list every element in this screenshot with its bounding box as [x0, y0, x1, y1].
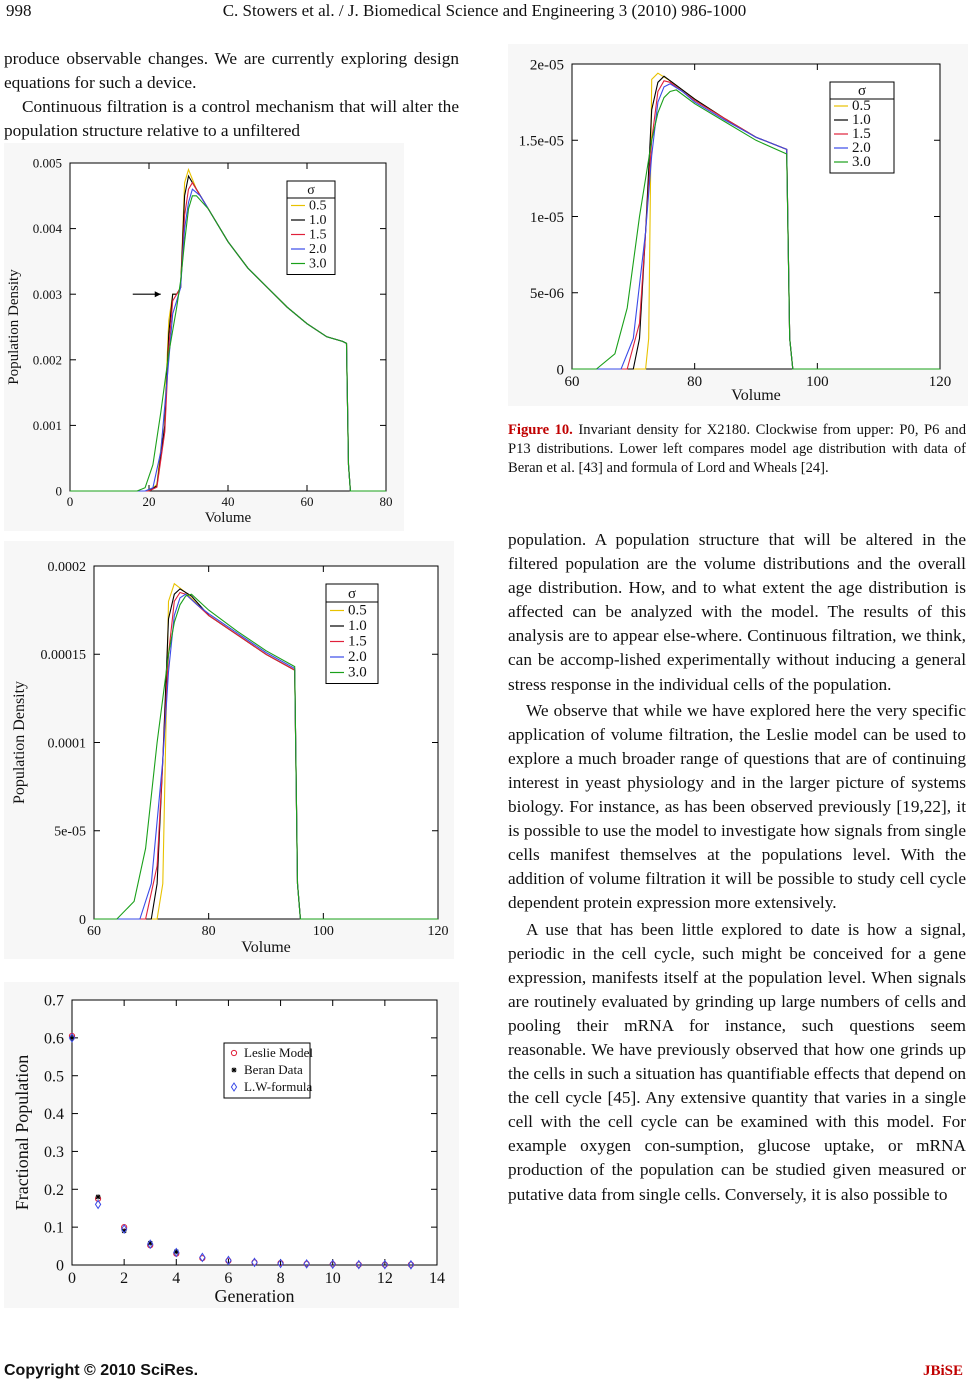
journal-abbreviation: JBiSE: [922, 1363, 963, 1379]
journal-citation-line: C. Stowers et al. / J. Biomedical Science and Engineering 3 (2010) 986-1000: [222, 1, 747, 20]
x-tick-label: 60: [300, 494, 314, 509]
figure-panel-p13: [508, 44, 968, 406]
right-column-text: [508, 528, 966, 1207]
legend-entry: L.W-formula: [244, 1079, 313, 1094]
legend-marker-star: [232, 1068, 237, 1073]
figure-label: Figure 10.: [508, 422, 573, 438]
legend-entry: 1.5: [348, 633, 367, 650]
x-tick-label: 80: [379, 494, 393, 509]
chart-p0-volume-distribution: [4, 143, 404, 531]
y-tick-label: 0.0001: [47, 736, 86, 752]
y-tick-label: 1e-05: [529, 209, 564, 226]
legend-entry: 2.0: [852, 140, 871, 156]
legend-entry: 3.0: [852, 154, 871, 170]
paragraph: We observe that while we have explored here the very specific application of volume filtration, the Leslie model can be used to explore a much broader range of questions that are of continuing interest in yeast physiology and in the larger picture of systems biology. For instance, as has been observed previously [19,22], it is possible to use the model to investigate how signals from single cells manifest themselves at the populations level. With the addition of volume filtration it will be possible to study cell cycle dependent protein expression more extensively.: [508, 700, 966, 913]
y-tick-label: 0: [556, 362, 564, 379]
y-axis-label: Population Density: [6, 269, 22, 385]
y-tick-label: 5e-05: [54, 824, 86, 840]
x-tick-label: 100: [806, 374, 829, 390]
y-tick-label: 0.002: [32, 352, 62, 368]
y-tick-label: 0.0002: [47, 559, 86, 575]
legend-entry: 1.5: [852, 126, 871, 142]
legend-entry: 3.0: [309, 256, 327, 272]
legend-entry: 1.0: [348, 618, 367, 634]
x-tick-label: 60: [564, 374, 580, 390]
y-tick-label: 0.00015: [40, 648, 86, 664]
legend-entry: Leslie Model: [244, 1045, 313, 1060]
copyright-notice: Copyright © 2010 SciRes.: [4, 1362, 199, 1379]
figure-panel-age: [4, 982, 459, 1308]
y-tick-label: 0.004: [32, 221, 62, 237]
caption-text: Invariant density for X2180. Clockwise from upper: P0, P6 and P13 distributions. Lower left compares model age distribution with data of Beran et al. [43] and formula of Lord and Wheals [24].: [508, 422, 967, 477]
paragraph: population. A population structure that will be altered in the filtered population are the volume distributions and the overall age distribution. How, and to what extent the age distribution is affected can be analyzed with the model. The results of this analysis are to appear else-where. Continuous filtration, we think, can be accomp-lished experimentally without inducing a general stress response in the individual cells of the population.: [508, 530, 966, 694]
x-axis-label: Volume: [241, 939, 291, 956]
legend-entry: 1.0: [852, 112, 871, 128]
legend-entry: 1.0: [309, 213, 327, 228]
x-tick-label: 100: [312, 924, 334, 939]
legend-title: σ: [347, 586, 357, 602]
running-header: [0, 0, 969, 26]
y-tick-label: 5e-06: [529, 286, 564, 302]
x-tick-label: 10: [324, 1270, 341, 1287]
y-tick-label: 0.001: [32, 417, 62, 433]
page-number: 998: [6, 1, 32, 20]
plot-area: [72, 1000, 437, 1265]
x-tick-label: 8: [276, 1270, 285, 1287]
x-tick-label: 60: [87, 924, 101, 939]
y-tick-label: 0: [56, 1257, 64, 1275]
left-column-top-text: [4, 47, 459, 143]
y-axis-label: Fractional Population: [12, 1054, 32, 1211]
x-tick-label: 12: [376, 1270, 393, 1287]
x-axis-label: Volume: [204, 510, 252, 526]
y-tick-label: 0.1: [44, 1219, 64, 1237]
y-tick-label: 0: [79, 912, 86, 928]
figure-caption: [508, 421, 966, 479]
chart-p13-volume-distribution: [508, 44, 968, 406]
y-tick-label: 1.5e-05: [518, 133, 564, 150]
paragraph: Continuous filtration is a control mechanism that will alter the population structure relative to a unfiltered: [4, 97, 459, 141]
x-tick-label: 0: [68, 1270, 76, 1287]
x-axis-label: Volume: [731, 387, 781, 404]
x-tick-label: 80: [201, 924, 216, 939]
legend-title: σ: [307, 183, 315, 198]
legend-entry: 1.5: [309, 227, 327, 243]
y-axis-label: Population Density: [11, 680, 28, 805]
x-axis-label: Generation: [214, 1286, 295, 1306]
y-tick-label: 0.6: [44, 1030, 64, 1048]
chart-p6-volume-distribution: [4, 541, 454, 959]
legend-entry: 2.0: [348, 649, 367, 665]
legend-entry: 0.5: [309, 198, 327, 214]
legend-title: σ: [857, 83, 867, 99]
legend-entry: 0.5: [852, 98, 871, 114]
y-tick-label: 0.3: [44, 1144, 64, 1162]
x-tick-label: 40: [221, 494, 235, 509]
plot-area: [94, 566, 438, 919]
point-beran-data: [96, 1194, 101, 1199]
legend-entry: 2.0: [309, 242, 327, 257]
x-tick-label: 2: [120, 1270, 129, 1287]
x-tick-label: 14: [429, 1270, 445, 1287]
y-tick-label: 2e-05: [529, 57, 564, 74]
plot-area: [70, 163, 386, 491]
x-tick-label: 20: [142, 494, 156, 509]
y-tick-label: 0.005: [32, 155, 62, 171]
y-tick-label: 0.2: [44, 1181, 64, 1199]
paragraph: produce observable changes. We are currently exploring design equations for such a device.: [4, 49, 459, 93]
y-tick-label: 0.003: [32, 286, 62, 302]
legend-entry: Beran Data: [244, 1062, 303, 1077]
x-tick-label: 120: [427, 924, 449, 939]
y-tick-label: 0: [55, 483, 62, 499]
y-tick-label: 0.7: [44, 992, 64, 1010]
chart-age-distribution: [4, 982, 459, 1308]
legend-entry: 3.0: [348, 664, 367, 681]
x-tick-label: 0: [66, 494, 74, 509]
x-tick-label: 120: [928, 374, 952, 390]
paragraph: A use that has been little explored to date is how a signal, periodic in the cell cycle, such might be conceived for a gene expression, manifests itself at the population level. When signals are routinely evaluated by grinding up large numbers of cells and pooling their mRNA for instance, such questions seem reasonable. We have previously observed that how one grinds up the cells in such a situation has quantifiable effects that depend on the cell cycle [45]. Any extensive quantity that varies in a single cell with the cell cycle can be examined with this model. For example oxygen con-sumption, glucose uptake, or mRNA production of the population can be studied given measured or putative data from single cells. Conversely, it is also possible to: [508, 919, 966, 1204]
page-footer: [0, 1362, 969, 1384]
x-tick-label: 6: [224, 1270, 233, 1287]
y-tick-label: 0.5: [44, 1068, 64, 1086]
y-tick-label: 0.4: [44, 1106, 64, 1124]
figure-panel-p6: [4, 541, 454, 959]
x-tick-label: 80: [687, 374, 703, 390]
figure-panel-p0: [4, 143, 404, 531]
legend-entry: 0.5: [348, 602, 367, 619]
x-tick-label: 4: [172, 1270, 181, 1287]
